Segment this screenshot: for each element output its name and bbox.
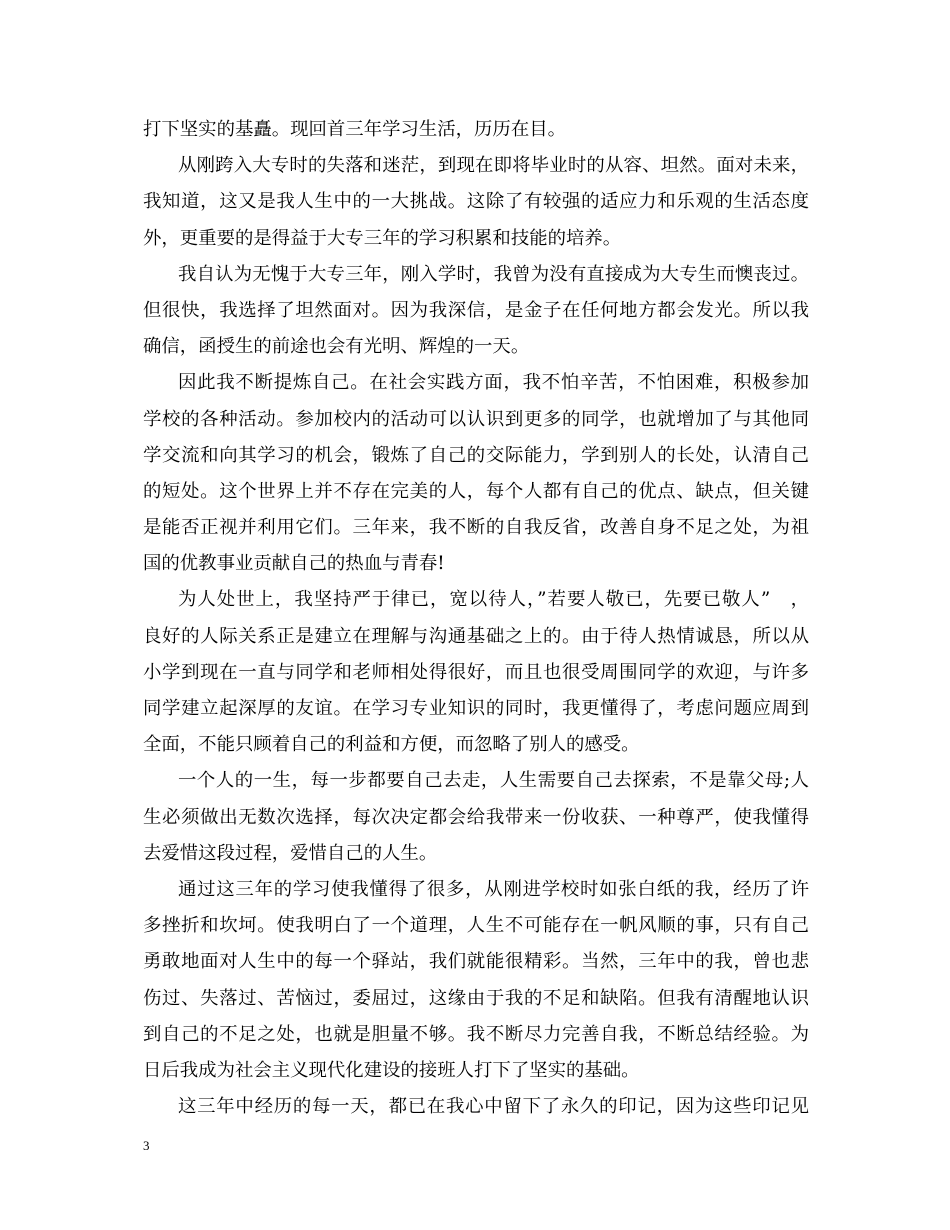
text-line: 去爱惜这段过程，爱惜自己的人生。 bbox=[143, 842, 438, 864]
text-line: 一个人的一生，每一步都要自己去走，人生需要自己去探索，不是靠父母;人 bbox=[178, 770, 809, 792]
text-line: 同学建立起深厚的友谊。在学习专业知识的同时，我更懂得了，考虑问题应周到 bbox=[143, 698, 809, 719]
text-line: 打下坚实的基矗。现回首三年学习生活，历历在目。 bbox=[143, 119, 566, 140]
text-line: 勇敢地面对人生中的每一个驿站，我们就能很精彩。当然，三年中的我，曾也悲 bbox=[143, 951, 809, 973]
text-line: 确信，函授生的前途也会有光明、辉煌的一天。 bbox=[143, 336, 530, 358]
text-line: 国的优教事业贡献自己的热血与青春! bbox=[143, 553, 445, 575]
text-line: 日后我成为社会主义现代化建设的接班人打下了坚实的基础。 bbox=[143, 1059, 640, 1081]
text-line: 从刚跨入大专时的失落和迷茫，到现在即将毕业时的从容、坦然。面对未来， bbox=[178, 155, 809, 177]
text-line: 通过这三年的学习使我懂得了很多，从刚进学校时如张白纸的我，经历了许 bbox=[178, 878, 809, 900]
text-line: 良好的人际关系正是建立在理解与沟通基础之上的。由于待人热情诚恳，所以从 bbox=[143, 625, 809, 647]
text-line: 是能否正视并利用它们。三年来，我不断的自我反省，改善自身不足之处，为祖 bbox=[143, 517, 809, 539]
text-line: 我自认为无愧于大专三年，刚入学时，我曾为没有直接成为大专生而懊丧过。 bbox=[178, 263, 809, 285]
text-line: 全面，不能只顾着自己的利益和方便，而忽略了别人的感受。 bbox=[143, 734, 640, 756]
body-text bbox=[143, 112, 809, 1125]
text-line: 小学到现在一直与同学和老师相处得很好，而且也很受周围同学的欢迎，与许多 bbox=[143, 661, 809, 683]
text-line: 学交流和向其学习的机会，锻炼了自己的交际能力，学到别人的长处，认清自己 bbox=[143, 444, 809, 466]
text-line: 学校的各种活动。参加校内的活动可以认识到更多的同学，也就增加了与其他同 bbox=[143, 408, 809, 430]
text-line: 外，更重要的是得益于大专三年的学习积累和技能的培养。 bbox=[143, 227, 622, 249]
text-line: 到自己的不足之处，也就是胆量不够。我不断尽力完善自我，不断总结经验。为 bbox=[143, 1023, 809, 1045]
text-line: 但很快，我选择了坦然面对。因为我深信，是金子在任何地方都会发光。所以我 bbox=[143, 299, 809, 321]
text-line: 多挫折和坎坷。使我明白了一个道理，人生不可能存在一帆风顺的事，只有自己 bbox=[143, 915, 809, 937]
text-line: 生必须做出无数次选择，每次决定都会给我带来一份收获、一种尊严，使我懂得 bbox=[143, 806, 809, 828]
text-line: 这三年中经历的每一天，都已在我心中留下了永久的印记，因为这些印记见 bbox=[178, 1096, 809, 1118]
text-line: 的短处。这个世界上并不存在完美的人，每个人都有自己的优点、缺点，但关键 bbox=[143, 480, 809, 502]
text-line: 因此我不断提炼自己。在社会实践方面，我不怕辛苦，不怕困难，积极参加 bbox=[178, 372, 809, 394]
text-line: 我知道，这又是我人生中的一大挑战。这除了有较强的适应力和乐观的生活态度 bbox=[143, 191, 809, 213]
page-number: 3 bbox=[143, 1138, 150, 1153]
text-line: 为人处世上，我坚持严于律已，宽以待人，”若要人敬已，先要已敬人” ， bbox=[178, 589, 809, 611]
text-line: 伤过、失落过、苦恼过，委屈过，这缘由于我的不足和缺陷。但我有清醒地认识 bbox=[143, 987, 809, 1009]
